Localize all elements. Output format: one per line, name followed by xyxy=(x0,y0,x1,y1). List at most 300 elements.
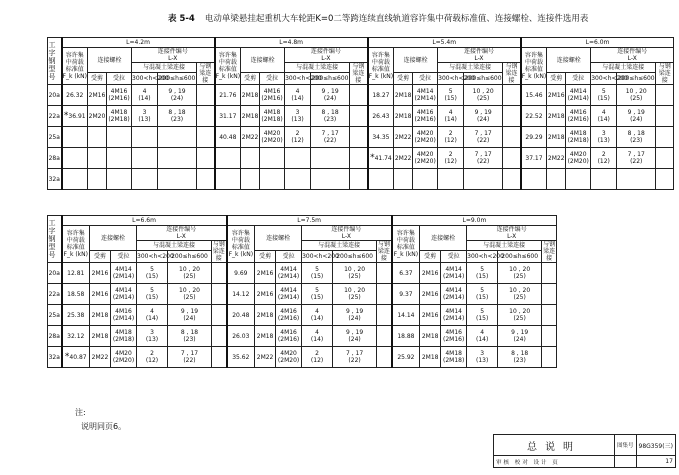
table-row xyxy=(48,127,674,148)
header-allowable-load-text: 容许集中荷载标准值 xyxy=(396,230,415,251)
c2-line: 8 , 18 xyxy=(627,130,645,137)
connector-300 xyxy=(438,148,464,169)
tension-bolt xyxy=(566,169,591,190)
c2-line: 7 , 17 xyxy=(321,130,339,137)
c1-line: (12) xyxy=(310,357,324,364)
c2-line: (25) xyxy=(183,273,196,280)
header-sub-300: 300<h<200 xyxy=(591,73,617,85)
c1-line: (12) xyxy=(597,158,610,165)
connector-200 xyxy=(168,263,212,284)
c2-line: 10 , 20 xyxy=(509,308,531,315)
header-sub-300: 300<h<200 xyxy=(137,251,168,263)
connector-300 xyxy=(285,106,311,127)
c1-line: 5 xyxy=(480,266,485,273)
c1-line: (15) xyxy=(310,273,324,280)
load-value: 36.91 xyxy=(68,112,86,120)
tension-bolt xyxy=(276,326,302,347)
header-allowable-load xyxy=(227,226,255,263)
header-connector xyxy=(438,48,521,63)
header-sub-200: 200≤h≤600 xyxy=(333,251,377,263)
header-sub-300: 300<h<200 xyxy=(467,251,498,263)
allowable-load-value xyxy=(215,85,241,106)
tension-line: (2M16) xyxy=(443,336,465,343)
tension-line: 4M20 xyxy=(416,151,434,158)
c2-line: (23) xyxy=(170,116,184,123)
header-sub-200: 200≤h≤600 xyxy=(464,73,503,85)
connector-200 xyxy=(617,169,656,190)
header-concrete-beam: 与混凝土梁连接 xyxy=(467,241,542,251)
load-value: 25.38 xyxy=(67,311,85,319)
c1-line: (14) xyxy=(444,116,457,123)
shear-bolt: 2M16 xyxy=(420,263,441,284)
load-value: 12.81 xyxy=(67,269,85,277)
load-value: 22.52 xyxy=(525,112,543,120)
connector-300 xyxy=(132,85,158,106)
span-header: L=4.8m xyxy=(215,38,368,48)
tension-line: (2M20) xyxy=(567,158,589,165)
c2-line: (24) xyxy=(476,116,490,123)
header-concrete-beam: 与混凝土梁连接 xyxy=(132,63,197,73)
tension-line: (2M18) xyxy=(567,137,589,144)
c2-line: (23) xyxy=(630,137,643,144)
allowable-load-value xyxy=(62,169,88,190)
c2-line: 7 , 17 xyxy=(627,151,645,158)
tension-line: (2M20) xyxy=(277,357,300,364)
steel-beam-connector xyxy=(212,326,227,347)
rail-model: 28a xyxy=(48,326,62,347)
connector-300 xyxy=(438,85,464,106)
tension-bolt xyxy=(260,169,285,190)
shear-bolt: 2M18 xyxy=(394,106,413,127)
steel-beam-connector xyxy=(542,326,557,347)
drawing-title: 总说明 xyxy=(494,435,615,456)
c2-line: 7 , 17 xyxy=(180,350,199,357)
tension-bolt xyxy=(566,148,591,169)
c2-line: (22) xyxy=(476,158,490,165)
header-bolts: 连接螺栓 xyxy=(255,226,302,251)
header-allowable-load-text: 容许集中荷载标准值 xyxy=(65,52,84,73)
tension-line: 4M16 xyxy=(416,109,434,116)
shear-bolt: 2M18 xyxy=(90,305,111,326)
tension-line: (2M14) xyxy=(443,315,465,322)
c2-line: 10 , 20 xyxy=(344,266,366,273)
c2-line: 10 , 20 xyxy=(179,287,200,294)
allowable-load-value xyxy=(227,347,255,368)
connector-300 xyxy=(137,263,168,284)
c1-line: 2 xyxy=(315,350,319,357)
allowable-load-value xyxy=(62,347,90,368)
connector-300 xyxy=(591,169,617,190)
c1-line: 4 xyxy=(142,88,147,95)
c2-line: 10 , 20 xyxy=(509,287,531,294)
header-allowable-load xyxy=(215,48,241,85)
tension-bolt xyxy=(441,263,467,284)
connector-200 xyxy=(311,85,350,106)
connector-200 xyxy=(617,85,656,106)
tension-line: 4M18 xyxy=(110,109,128,116)
connector-300 xyxy=(132,148,158,169)
header-connector-no: 连接件编号 xyxy=(463,48,494,55)
shear-bolt xyxy=(88,169,107,190)
tension-line: 4M14 xyxy=(115,266,132,273)
tension-line: (2M16) xyxy=(567,116,589,123)
rail-model: 22a xyxy=(48,284,62,305)
header-connector xyxy=(302,226,392,241)
tension-line: 4M14 xyxy=(445,308,462,315)
connector-200 xyxy=(498,284,542,305)
tension-line: (2M20) xyxy=(414,158,436,165)
connector-300 xyxy=(137,347,168,368)
connector-200 xyxy=(158,148,197,169)
shear-bolt: 2M18 xyxy=(241,106,260,127)
rail-model: 28a xyxy=(48,148,62,169)
tension-bolt xyxy=(413,148,438,169)
tension-line: 4M20 xyxy=(263,130,281,137)
header-shear: 受剪 xyxy=(420,251,441,263)
tension-bolt xyxy=(107,127,132,148)
c1-line: (15) xyxy=(475,315,489,322)
header-shear: 受剪 xyxy=(90,251,111,263)
tension-line: 4M14 xyxy=(416,88,434,95)
connector-200 xyxy=(617,127,656,148)
c2-line: (24) xyxy=(170,95,184,102)
tension-bolt xyxy=(111,347,137,368)
allowable-load-value xyxy=(215,148,241,169)
span-header: L=4.2m xyxy=(62,38,215,48)
shear-bolt: 2M16 xyxy=(90,284,111,305)
load-value: 26.32 xyxy=(66,91,84,99)
header-load-unit: F_k (kN) xyxy=(62,73,87,80)
c2-line: (23) xyxy=(323,116,337,123)
c1-line: 2 xyxy=(448,151,453,158)
page-title: 表 5-4 电动单梁悬挂起重机大车轮距K=0二等跨连续直线轨道容许集中荷载标准值、连接螺栓、连接件选用表 xyxy=(168,14,589,24)
tension-bolt xyxy=(441,284,467,305)
tension-bolt xyxy=(111,284,137,305)
connector-300 xyxy=(302,326,333,347)
shear-bolt: 2M16 xyxy=(255,284,276,305)
rail-model: 20a xyxy=(48,263,62,284)
tension-line: (2M16) xyxy=(277,315,300,322)
connector-200 xyxy=(311,169,350,190)
header-connector xyxy=(137,226,227,241)
header-rail-model xyxy=(48,38,62,85)
c2-line: (24) xyxy=(183,315,196,322)
header-allowable-load-text: 容许集中荷载标准值 xyxy=(524,52,543,73)
c2-line: (23) xyxy=(183,336,196,343)
connector-200 xyxy=(464,85,503,106)
connector-200 xyxy=(158,127,197,148)
load-value: 40.87 xyxy=(69,353,87,361)
steel-beam-connector xyxy=(377,305,392,326)
header-concrete-beam: 与混凝土梁连接 xyxy=(137,241,212,251)
steel-beam-connector xyxy=(197,127,215,148)
span-header: L=6.6m xyxy=(62,216,227,226)
c1-line: (14) xyxy=(145,315,159,322)
steel-beam-connector xyxy=(503,106,521,127)
allowable-load-value xyxy=(62,326,90,347)
header-connector-code: L-X xyxy=(341,233,351,240)
tension-bolt xyxy=(276,347,302,368)
shear-bolt: 2M18 xyxy=(90,326,111,347)
c1-line: (15) xyxy=(310,294,324,301)
c2-line: 7 , 17 xyxy=(474,130,492,137)
header-allowable-load xyxy=(62,226,90,263)
connector-300 xyxy=(591,85,617,106)
header-allowable-load xyxy=(521,48,547,85)
shear-bolt xyxy=(88,148,107,169)
allowable-load-value xyxy=(392,284,420,305)
connector-300 xyxy=(132,169,158,190)
span-header: L=9.0m xyxy=(392,216,557,226)
c1-line: (12) xyxy=(444,158,457,165)
tension-line: (2M14) xyxy=(567,95,589,102)
connector-300 xyxy=(302,305,333,326)
header-connector xyxy=(285,48,368,63)
tension-line: 4M16 xyxy=(115,308,132,315)
tension-bolt xyxy=(107,148,132,169)
load-value: 9.37 xyxy=(399,290,413,298)
c1-line: 4 xyxy=(315,308,319,315)
c2-line: (24) xyxy=(323,95,337,102)
shear-bolt: 2M18 xyxy=(241,85,260,106)
shear-bolt: 2M18 xyxy=(420,347,441,368)
shear-bolt: 2M16 xyxy=(88,85,107,106)
steel-beam-connector xyxy=(542,263,557,284)
c1-line: (13) xyxy=(138,116,151,123)
c2-line: (25) xyxy=(513,273,526,280)
allowable-load-value xyxy=(227,326,255,347)
table-row xyxy=(48,305,557,326)
c2-line: (22) xyxy=(323,137,337,144)
tension-line: (2M14) xyxy=(277,273,300,280)
rail-model: 22a xyxy=(48,106,62,127)
steel-beam-connector xyxy=(542,284,557,305)
connector-200 xyxy=(158,169,197,190)
shear-bolt: 2M22 xyxy=(394,127,413,148)
steel-beam-connector xyxy=(212,284,227,305)
c1-line: (14) xyxy=(138,95,151,102)
c1-line: (14) xyxy=(475,336,489,343)
shear-bolt: 2M18 xyxy=(394,85,413,106)
c1-line: (15) xyxy=(145,294,159,301)
load-value: 26.03 xyxy=(232,332,250,340)
tension-line: (2M20) xyxy=(261,137,283,144)
header-bolts: 连接螺栓 xyxy=(88,48,132,73)
c1-line: 4 xyxy=(480,329,485,336)
tension-bolt xyxy=(276,284,302,305)
c1-line: (12) xyxy=(145,357,159,364)
tension-line: (2M14) xyxy=(414,95,436,102)
tension-bolt xyxy=(276,305,302,326)
connector-200 xyxy=(168,305,212,326)
tension-line: (2M20) xyxy=(414,137,436,144)
tension-line: (2M16) xyxy=(261,95,283,102)
connector-200 xyxy=(498,263,542,284)
tension-line: (2M18) xyxy=(108,116,130,123)
allowable-load-value xyxy=(521,169,547,190)
span-header: L=6.0m xyxy=(521,38,674,48)
header-sub-300: 300<h<200 xyxy=(132,73,158,85)
c2-line: (24) xyxy=(348,315,361,322)
c2-line: 9 , 19 xyxy=(474,109,492,116)
connector-300 xyxy=(285,169,311,190)
header-load-unit: F_k (kN) xyxy=(521,73,547,80)
connector-200 xyxy=(333,263,377,284)
header-tension: 受拉 xyxy=(566,73,591,85)
header-tension: 受拉 xyxy=(111,251,137,263)
c2-line: (24) xyxy=(348,336,361,343)
tension-line: (2M18) xyxy=(112,336,135,343)
c1-line: 2 xyxy=(295,130,300,137)
header-connector-no: 连接件编号 xyxy=(617,48,648,55)
connector-200 xyxy=(311,127,350,148)
shear-bolt xyxy=(547,169,566,190)
rail-model: 25a xyxy=(48,305,62,326)
steel-beam-connector xyxy=(503,148,521,169)
tension-line: (2M18) xyxy=(261,116,283,123)
shear-bolt: 2M22 xyxy=(394,148,413,169)
tension-bolt xyxy=(413,169,438,190)
tension-bolt xyxy=(260,106,285,127)
tension-bolt xyxy=(260,127,285,148)
allowable-load-value xyxy=(521,148,547,169)
header-steel-beam: 与钢梁连接 xyxy=(197,63,215,85)
c2-line: (25) xyxy=(183,294,196,301)
atlas-label: 图集号 xyxy=(615,435,637,456)
load-value: 41.74 xyxy=(374,154,392,162)
header-sub-200: 200≤h≤600 xyxy=(617,73,656,85)
tension-bolt xyxy=(260,148,285,169)
tension-bolt xyxy=(566,85,591,106)
header-connector-code: L-X xyxy=(168,55,178,62)
connector-200 xyxy=(464,169,503,190)
header-connector-no: 连接件编号 xyxy=(496,226,527,233)
c1-line: 5 xyxy=(150,266,154,273)
steel-beam-connector xyxy=(212,263,227,284)
load-value: 31.17 xyxy=(219,112,237,120)
header-connector xyxy=(591,48,674,63)
connector-200 xyxy=(333,284,377,305)
header-rail-model-text: 工字钢型号 xyxy=(48,41,56,81)
tension-bolt xyxy=(441,347,467,368)
tension-bolt xyxy=(441,326,467,347)
header-concrete-beam: 与混凝土梁连接 xyxy=(438,63,503,73)
tension-line: 4M20 xyxy=(569,151,587,158)
c2-line: 9 , 19 xyxy=(627,109,645,116)
allowable-load-value xyxy=(62,263,90,284)
shear-bolt: 2M18 xyxy=(547,127,566,148)
allowable-load-value xyxy=(392,347,420,368)
shear-bolt xyxy=(241,169,260,190)
header-connector-no: 连接件编号 xyxy=(310,48,341,55)
tension-line: (2M14) xyxy=(112,294,135,301)
connector-300 xyxy=(438,106,464,127)
tension-bolt xyxy=(413,85,438,106)
tension-bolt xyxy=(566,127,591,148)
tension-line: (2M14) xyxy=(277,294,300,301)
load-value: 29.29 xyxy=(525,133,543,141)
header-load-unit: F_k (kN) xyxy=(63,251,88,258)
load-table-top xyxy=(47,37,674,190)
allowable-load-value xyxy=(368,106,394,127)
tension-line: 4M14 xyxy=(445,287,462,294)
allowable-load-value xyxy=(62,305,90,326)
load-value: 18.27 xyxy=(372,91,390,99)
c1-line: (15) xyxy=(475,294,489,301)
tension-line: 4M16 xyxy=(263,88,281,95)
c1-line: 5 xyxy=(601,88,606,95)
connector-300 xyxy=(302,284,333,305)
shear-bolt: 2M22 xyxy=(547,148,566,169)
c1-line: (14) xyxy=(310,315,324,322)
header-rail-model-text: 工字钢型号 xyxy=(48,219,56,259)
connector-300 xyxy=(302,263,333,284)
steel-beam-connector xyxy=(350,148,368,169)
header-allowable-load xyxy=(368,48,394,85)
tension-line: 4M14 xyxy=(445,266,462,273)
connector-200 xyxy=(498,347,542,368)
header-load-unit: F_k (kN) xyxy=(393,251,419,258)
header-load-unit: F_k (kN) xyxy=(368,73,394,80)
allowable-load-value xyxy=(521,127,547,148)
shear-bolt: 2M18 xyxy=(547,106,566,127)
header-connector-no: 连接件编号 xyxy=(331,226,362,233)
steel-beam-connector xyxy=(656,148,674,169)
tension-line: 4M18 xyxy=(263,109,281,116)
c2-line: 10 , 20 xyxy=(344,287,366,294)
c2-line: (24) xyxy=(630,116,643,123)
steel-beam-connector xyxy=(197,106,215,127)
load-value: 40.48 xyxy=(219,133,237,141)
c1-line: (13) xyxy=(145,336,159,343)
steel-beam-connector xyxy=(656,127,674,148)
tension-line: (2M16) xyxy=(277,336,300,343)
c1-line: (15) xyxy=(145,273,159,280)
allowable-load-value xyxy=(62,148,88,169)
load-value: 34.35 xyxy=(372,133,390,141)
header-concrete-beam: 与混凝土梁连接 xyxy=(591,63,656,73)
steel-beam-connector xyxy=(350,169,368,190)
allowable-load-value xyxy=(62,106,88,127)
asterisk-mark: * xyxy=(63,110,69,121)
c2-line: 7 , 17 xyxy=(345,350,364,357)
table-row xyxy=(48,169,674,190)
tension-line: (2M18) xyxy=(443,357,465,364)
header-sub-300: 300<h<200 xyxy=(285,73,311,85)
allowable-load-value xyxy=(62,284,90,305)
title-block xyxy=(493,434,676,468)
tension-line: 4M14 xyxy=(280,266,297,273)
header-allowable-load xyxy=(62,48,88,85)
tension-line: 4M14 xyxy=(280,287,297,294)
tension-line: 4M20 xyxy=(280,350,297,357)
c2-line: 10 , 20 xyxy=(509,266,531,273)
steel-beam-connector xyxy=(656,85,674,106)
header-bolts: 连接螺栓 xyxy=(547,48,591,73)
c1-line: 3 xyxy=(295,109,300,116)
header-allowable-load-text: 容许集中荷载标准值 xyxy=(66,230,85,251)
load-value: 14.12 xyxy=(232,290,250,298)
load-value: 21.76 xyxy=(219,91,237,99)
connector-200 xyxy=(158,85,197,106)
tension-line: 4M16 xyxy=(445,329,462,336)
c2-line: 9 , 19 xyxy=(345,308,364,315)
header-connector-code: L-X xyxy=(474,55,484,62)
steel-beam-connector xyxy=(656,106,674,127)
allowable-load-value xyxy=(368,85,394,106)
c2-line: (25) xyxy=(476,95,490,102)
shear-bolt xyxy=(241,148,260,169)
